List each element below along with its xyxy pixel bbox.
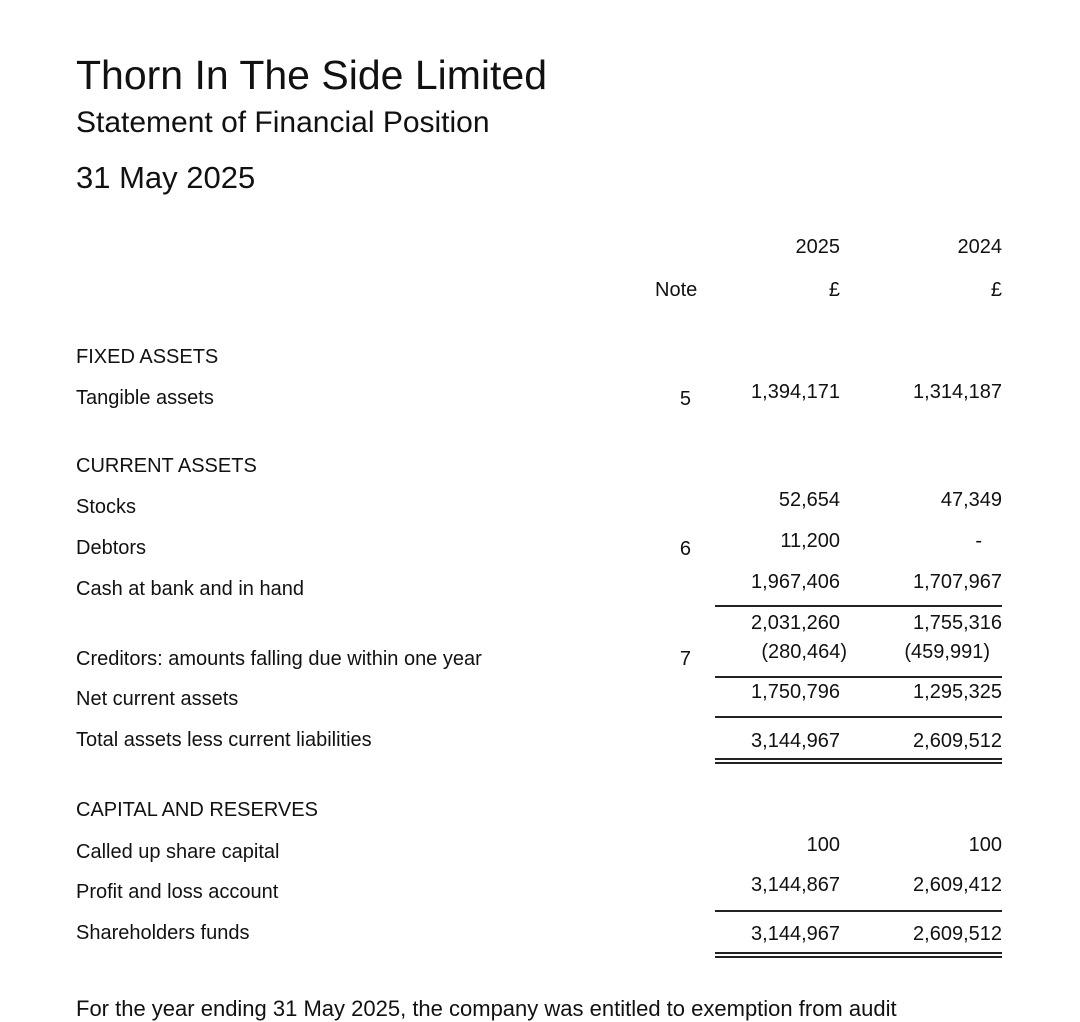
debtors-prior: -: [975, 530, 982, 552]
creditors-label: Creditors: amounts falling due within one year: [76, 648, 482, 670]
currency-current: £: [828, 279, 840, 301]
fixed-assets-heading: FIXED ASSETS: [76, 346, 219, 368]
net-current-assets-prior: 1,295,325: [913, 681, 1002, 703]
profit-loss-label: Profit and loss account: [76, 881, 279, 903]
stocks-prior: 47,349: [940, 489, 1002, 511]
funds-double-rule-prior-2: [856, 956, 1002, 958]
audit-exemption-statement: For the year ending 31 May 2025, the company was entitled to exemption from audit: [76, 996, 897, 1021]
cash-prior: 1,707,967: [913, 571, 1002, 593]
shareholders-funds-prior: 2,609,512: [913, 923, 1002, 945]
funds-double-rule-current-1: [715, 952, 856, 954]
tangible-assets-current: 1,394,171: [751, 381, 840, 403]
currency-prior: £: [990, 279, 1002, 301]
subtotal-rule-prior: [856, 605, 1002, 607]
creditors-current: (280,464): [761, 641, 847, 663]
creditors-prior: (459,991): [904, 641, 990, 663]
share-capital-prior: 100: [968, 834, 1002, 856]
cash-label: Cash at bank and in hand: [76, 578, 304, 600]
total-double-rule-prior-1: [856, 758, 1002, 760]
shareholders-funds-label: Shareholders funds: [76, 922, 250, 944]
stocks-label: Stocks: [76, 496, 137, 518]
total-double-rule-current-2: [715, 762, 856, 764]
debtors-label: Debtors: [76, 537, 147, 559]
total-assets-current: 3,144,967: [751, 730, 840, 752]
year-current-header: 2025: [795, 236, 840, 258]
total-rule-current: [715, 716, 856, 718]
debtors-note: 6: [679, 538, 691, 560]
funds-double-rule-prior-1: [856, 952, 1002, 954]
funds-rule-current: [715, 910, 856, 912]
tangible-assets-prior: 1,314,187: [913, 381, 1002, 403]
subtotal-rule-current: [715, 605, 856, 607]
note-header: Note: [655, 279, 698, 301]
profit-loss-prior: 2,609,412: [913, 874, 1002, 896]
total-rule-prior: [856, 716, 1002, 718]
subtotal-current: 2,031,260: [751, 612, 840, 634]
net-current-assets-current: 1,750,796: [751, 681, 840, 703]
capital-reserves-heading: CAPITAL AND RESERVES: [76, 799, 318, 821]
current-assets-heading: CURRENT ASSETS: [76, 455, 257, 477]
debtors-current: 11,200: [780, 530, 840, 552]
net-current-assets-label: Net current assets: [76, 688, 239, 710]
share-capital-label: Called up share capital: [76, 841, 280, 863]
cash-current: 1,967,406: [751, 571, 840, 593]
total-double-rule-prior-2: [856, 762, 1002, 764]
company-name: Thorn In The Side Limited: [76, 52, 547, 98]
year-prior-header: 2024: [957, 236, 1002, 258]
profit-loss-current: 3,144,867: [751, 874, 840, 896]
tangible-assets-note: 5: [679, 388, 691, 410]
share-capital-current: 100: [806, 834, 840, 856]
net-rule-current: [715, 676, 856, 678]
tangible-assets-label: Tangible assets: [76, 387, 214, 409]
funds-double-rule-current-2: [715, 956, 856, 958]
total-assets-label: Total assets less current liabilities: [76, 729, 372, 751]
statement-title: Statement of Financial Position: [76, 106, 490, 139]
total-assets-prior: 2,609,512: [913, 730, 1002, 752]
creditors-note: 7: [679, 648, 691, 670]
statement-date: 31 May 2025: [76, 160, 256, 195]
funds-rule-prior: [856, 910, 1002, 912]
shareholders-funds-current: 3,144,967: [751, 923, 840, 945]
net-rule-prior: [856, 676, 1002, 678]
stocks-current: 52,654: [778, 489, 840, 511]
subtotal-prior: 1,755,316: [913, 612, 1002, 634]
total-double-rule-current-1: [715, 758, 856, 760]
